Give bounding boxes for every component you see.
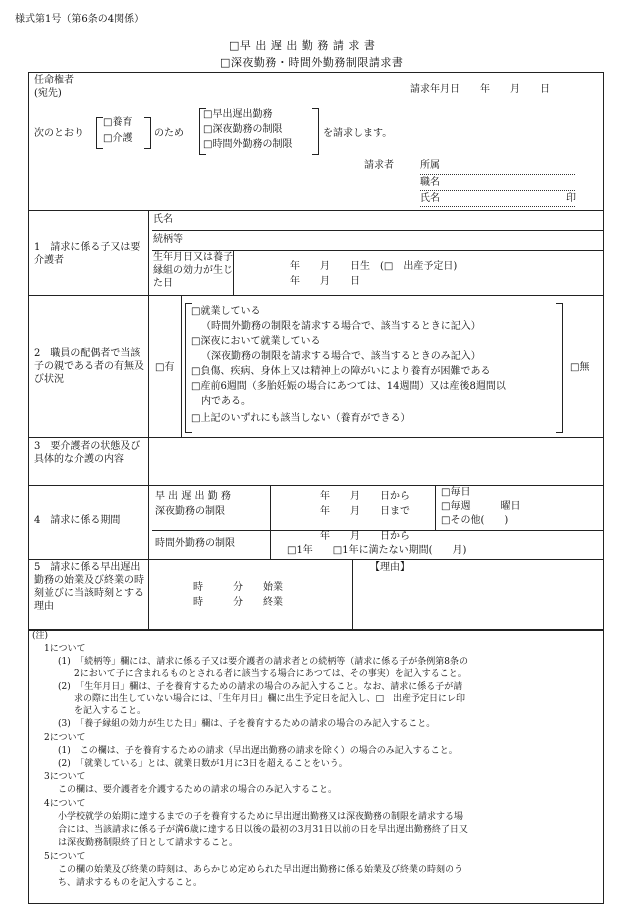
checkbox-overtime-limit[interactable]: □時間外勤務の制限 [203,139,293,150]
bracket-right [556,303,563,433]
request-text: を請求します。 [323,128,393,139]
overtime-limit-label: 時間外勤務の制限 [155,538,235,549]
checkbox-night-work-limit[interactable]: □深夜勤務の制限 [203,124,283,135]
note-3-1: この欄は、要介護者を介護するための請求の場合のみ記入すること。 [58,785,338,795]
checkbox-none-apply[interactable]: □上記のいずれにも該当しない（養育ができる） [191,413,411,424]
note-4-1c: は深夜勤務制限終了日として請求すること。 [58,838,239,848]
col-divider [148,210,149,559]
col-divider [270,485,271,559]
note-2-head: 2について [44,733,86,743]
bracket-right [312,108,319,155]
period-to[interactable]: 年 月 日まで [320,506,410,517]
section-5-label: 5 請求に係る早出遅出勤務の始業及び終業の時刻並びに当該時刻とする理由 [34,562,144,612]
birth-date-line-2[interactable]: 年 月 日 [290,276,360,287]
checkbox-prenatal-postnatal[interactable]: □産前6週間（多胎妊娠の場合にあつては、14週間）又は産後8週間以 [191,381,506,392]
note-1-1: (1) 「続柄等」欄には、請求に係る子又は要介護者の請求者との続柄等（請求に係る子が条例第8条の [58,657,468,667]
overtime-period-options[interactable]: □1年 □1年に満たない期間( 月) [287,545,467,556]
overtime-from[interactable]: 年 月 日から [320,531,410,542]
bracket-left [96,117,103,149]
end-time[interactable]: 時 分 終業 [193,597,283,608]
row-divider [152,230,603,231]
note-1-2: (2) 「生年月日」欄は、子を養育するための請求の場合のみ記入すること。なお、請求に係る子が請 [58,682,463,692]
checkbox-early-late-work[interactable]: □早出遅出勤務 [203,109,273,120]
section-2-label: 2 職員の配偶者で当該子の親である者の有無及び状況 [34,348,144,385]
note-1-head: 1について [44,644,86,654]
col-divider [181,295,182,437]
row-divider [28,437,603,438]
addressee-label: (宛先) [34,88,62,99]
checkbox-weekly[interactable]: □毎週 曜日 [441,501,521,512]
request-date[interactable]: 請求年月日 年 月 日 [410,84,550,95]
name-label: 氏名 [420,193,440,204]
as-follows-text: 次のとおり [34,128,84,139]
checkbox-nursing-care[interactable]: □介護 [103,133,133,144]
prenatal-continued: 内である。 [201,396,251,407]
employed-note: （時間外勤務の制限を請求する場合で、該当するときに記入） [201,321,481,332]
birth-date-line-1[interactable]: 年 月 日生 (□ 出産予定日) [290,261,458,272]
form-number: 様式第1号（第6条の4関係） [15,14,145,25]
section-4-label: 4 請求に係る期間 [34,515,121,526]
checkbox-spouse-yes[interactable]: □有 [155,362,175,373]
relation-label: 続柄等 [153,234,183,245]
post-field[interactable] [420,190,575,191]
row-divider [28,210,603,211]
col-divider [352,559,353,629]
night-employed-note: （深夜勤務の制限を請求する場合で、該当するときのみ記入） [201,351,481,362]
note-4-head: 4について [44,799,86,809]
col-divider [233,250,234,295]
for-text: のため [154,128,184,139]
row-divider [28,295,603,296]
period-from[interactable]: 年 月 日から [320,491,410,502]
form-title-2: □深夜勤務・時間外勤務制限請求書 [220,56,404,69]
seal-mark: 印 [566,193,576,204]
department-label: 所属 [420,160,440,171]
checkbox-employed[interactable]: □就業している [191,306,261,317]
note-1-1b: 2において子に含まれるものとされる者に該当する場合にあつては、その事実）を記入すること。 [74,669,467,679]
notes-head: (注) [32,631,49,641]
note-1-3: (3) 「養子縁組の効力が生じた日」欄は、子を養育するための請求の場合のみ記入すること。 [58,719,436,729]
requester-label: 請求者 [364,160,394,171]
checkbox-night-employed[interactable]: □深夜において就業している [191,336,321,347]
note-5-1: この欄の始業及び終業の時刻は、あらかじめ定められた早出遅出勤務に係る始業及び終業の時刻のう [58,865,464,875]
bracket-right [144,117,151,149]
note-2-1: (1) この欄は、子を養育するための請求（早出遅出勤務の請求を除く）の場合のみ記入すること。 [58,746,458,756]
note-5-head: 5について [44,852,86,862]
form-title-1: □早 出 遅 出 勤 務 請 求 書 [229,39,376,52]
birth-date-label: 生年月日又は養子縁組の効力が生じた日 [153,252,233,289]
section-3-label: 3 要介護者の状態及び具体的な介護の内容 [34,441,141,465]
authority-label: 任命権者 [34,75,74,86]
row-divider [28,485,603,486]
row-divider [28,559,603,560]
night-limit-label: 深夜勤務の制限 [155,506,225,517]
start-time[interactable]: 時 分 始業 [193,582,283,593]
note-2-2: (2) 「就業している」とは、就業日数が1月に3日を超えることをいう。 [58,759,348,769]
section-1-label: 1 請求に係る子又は要介護者 [34,242,141,266]
checkbox-childcare[interactable]: □養育 [103,117,133,128]
department-field[interactable] [420,174,575,175]
col-divider [148,559,149,629]
name-field[interactable] [420,206,575,207]
checkbox-other[interactable]: □その他( ) [441,515,509,526]
note-3-head: 3について [44,772,86,782]
note-5-1b: ち、請求するものを記入すること。 [58,878,203,888]
early-late-label: 早 出 遅 出 勤 務 [155,491,231,502]
post-label: 職名 [420,177,440,188]
checkbox-spouse-no[interactable]: □無 [570,362,590,373]
note-4-1b: 合には、当該請求に係る子が満6歳に達する日以後の最初の3月31日以前の日を早出遅出勤務終了日又 [58,825,468,835]
col-divider [435,485,436,530]
note-1-2b: 求の際に出生していない場合には、「生年月日」欄に出生予定日を記入し、□ 出産予定日にレ印 [74,694,466,704]
note-1-2c: を記入すること。 [74,706,147,716]
child-name-label: 氏名 [153,214,173,225]
reason-label: 【理由】 [370,562,410,573]
note-4-1: 小学校就学の始期に達するまでの子を養育するために早出遅出勤務又は深夜勤務の制限を請求する場 [58,812,464,822]
checkbox-injury-illness[interactable]: □負傷、疾病、身体上又は精神上の障がいにより養育が困難である [191,366,491,377]
checkbox-daily[interactable]: □毎日 [441,487,471,498]
